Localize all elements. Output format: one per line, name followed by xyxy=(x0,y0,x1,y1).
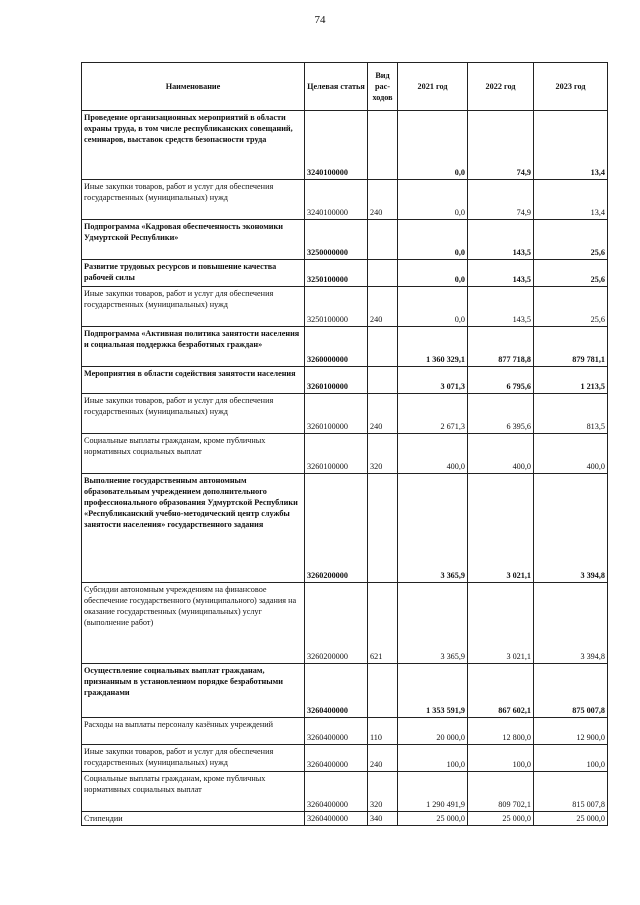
header-2022: 2022 год xyxy=(468,63,534,111)
row-value-2021: 0,0 xyxy=(398,220,468,260)
row-value-2023: 875 007,8 xyxy=(534,664,608,718)
row-name: Иные закупки товаров, работ и услуг для обеспечения государственных (муниципальных) нужд xyxy=(82,180,305,220)
table-row xyxy=(82,718,608,745)
row-value-2021: 100,0 xyxy=(398,745,468,772)
row-value-2022: 867 602,1 xyxy=(468,664,534,718)
row-code: 3250000000 xyxy=(305,220,368,260)
row-expense-type: 320 xyxy=(368,434,398,474)
row-value-2023: 25,6 xyxy=(534,220,608,260)
table-body xyxy=(82,111,608,826)
row-value-2022: 143,5 xyxy=(468,260,534,287)
row-value-2022: 6 395,6 xyxy=(468,394,534,434)
row-value-2021: 0,0 xyxy=(398,111,468,180)
row-value-2023: 400,0 xyxy=(534,434,608,474)
row-expense-type: 240 xyxy=(368,287,398,327)
row-expense-type xyxy=(368,474,398,583)
row-value-2023: 25,6 xyxy=(534,287,608,327)
row-code: 3250100000 xyxy=(305,260,368,287)
row-code: 3260400000 xyxy=(305,718,368,745)
table-row xyxy=(82,434,608,474)
row-value-2022: 6 795,6 xyxy=(468,367,534,394)
table-row xyxy=(82,327,608,367)
table-row xyxy=(82,367,608,394)
row-value-2023: 879 781,1 xyxy=(534,327,608,367)
row-code: 3260100000 xyxy=(305,434,368,474)
row-value-2023: 1 213,5 xyxy=(534,367,608,394)
row-value-2023: 813,5 xyxy=(534,394,608,434)
row-value-2021: 25 000,0 xyxy=(398,812,468,826)
row-expense-type: 240 xyxy=(368,180,398,220)
row-name: Субсидии автономным учреждениям на финансовое обеспечение государственного (муниципального) задания на оказание государственных (муниципальных) услуг (выполнение работ) xyxy=(82,583,305,664)
row-code: 3260100000 xyxy=(305,394,368,434)
row-value-2021: 1 360 329,1 xyxy=(398,327,468,367)
row-value-2021: 3 071,3 xyxy=(398,367,468,394)
row-name: Иные закупки товаров, работ и услуг для обеспечения государственных (муниципальных) нужд xyxy=(82,287,305,327)
budget-table xyxy=(81,62,608,826)
row-value-2023: 12 900,0 xyxy=(534,718,608,745)
row-code: 3260200000 xyxy=(305,583,368,664)
row-value-2023: 25 000,0 xyxy=(534,812,608,826)
row-value-2023: 25,6 xyxy=(534,260,608,287)
row-expense-type xyxy=(368,664,398,718)
row-value-2022: 3 021,1 xyxy=(468,474,534,583)
header-name: Наименование xyxy=(82,63,305,111)
row-value-2021: 3 365,9 xyxy=(398,583,468,664)
table-row xyxy=(82,260,608,287)
row-name: Социальные выплаты гражданам, кроме публичных нормативных социальных выплат xyxy=(82,772,305,812)
row-code: 3260400000 xyxy=(305,664,368,718)
row-code: 3260400000 xyxy=(305,772,368,812)
row-value-2022: 877 718,8 xyxy=(468,327,534,367)
row-value-2021: 1 353 591,9 xyxy=(398,664,468,718)
row-value-2022: 25 000,0 xyxy=(468,812,534,826)
row-value-2021: 0,0 xyxy=(398,287,468,327)
table-row xyxy=(82,394,608,434)
row-expense-type: 110 xyxy=(368,718,398,745)
table-row xyxy=(82,583,608,664)
header-type: Вид рас-ходов xyxy=(368,63,398,111)
page-number: 74 xyxy=(314,14,326,26)
row-name: Мероприятия в области содействия занятости населения xyxy=(82,367,305,394)
header-code: Целевая статья xyxy=(305,63,368,111)
row-expense-type xyxy=(368,327,398,367)
row-value-2022: 74,9 xyxy=(468,180,534,220)
table-row xyxy=(82,664,608,718)
row-name: Иные закупки товаров, работ и услуг для обеспечения государственных (муниципальных) нужд xyxy=(82,745,305,772)
row-name: Подпрограмма «Активная политика занятости населения и социальная поддержка безработных граждан» xyxy=(82,327,305,367)
row-expense-type: 320 xyxy=(368,772,398,812)
header-2023: 2023 год xyxy=(534,63,608,111)
table-row xyxy=(82,745,608,772)
row-value-2021: 20 000,0 xyxy=(398,718,468,745)
table-row xyxy=(82,220,608,260)
row-code: 3260200000 xyxy=(305,474,368,583)
row-value-2022: 3 021,1 xyxy=(468,583,534,664)
row-code: 3260400000 xyxy=(305,812,368,826)
row-name: Проведение организационных мероприятий в области охраны труда, в том числе республиканских совещаний, семинаров, выставок средств безопасности труда xyxy=(82,111,305,180)
row-expense-type: 621 xyxy=(368,583,398,664)
row-code: 3260000000 xyxy=(305,327,368,367)
row-value-2022: 809 702,1 xyxy=(468,772,534,812)
table-row xyxy=(82,812,608,826)
row-value-2023: 100,0 xyxy=(534,745,608,772)
row-value-2023: 13,4 xyxy=(534,111,608,180)
row-name: Подпрограмма «Кадровая обеспеченность экономики Удмуртской Республики» xyxy=(82,220,305,260)
row-code: 3260400000 xyxy=(305,745,368,772)
row-expense-type: 340 xyxy=(368,812,398,826)
row-value-2023: 13,4 xyxy=(534,180,608,220)
row-value-2021: 0,0 xyxy=(398,180,468,220)
table-row xyxy=(82,180,608,220)
header-2021: 2021 год xyxy=(398,63,468,111)
row-value-2022: 143,5 xyxy=(468,287,534,327)
row-value-2022: 400,0 xyxy=(468,434,534,474)
row-name: Стипендии xyxy=(82,812,305,826)
table-row xyxy=(82,287,608,327)
row-expense-type xyxy=(368,111,398,180)
row-name: Социальные выплаты гражданам, кроме публичных нормативных социальных выплат xyxy=(82,434,305,474)
table-row xyxy=(82,111,608,180)
row-code: 3240100000 xyxy=(305,111,368,180)
row-code: 3250100000 xyxy=(305,287,368,327)
row-code: 3260100000 xyxy=(305,367,368,394)
row-value-2022: 143,5 xyxy=(468,220,534,260)
table-row xyxy=(82,772,608,812)
row-value-2021: 3 365,9 xyxy=(398,474,468,583)
row-code: 3240100000 xyxy=(305,180,368,220)
row-expense-type xyxy=(368,260,398,287)
row-value-2023: 3 394,8 xyxy=(534,474,608,583)
row-value-2021: 2 671,3 xyxy=(398,394,468,434)
row-expense-type: 240 xyxy=(368,745,398,772)
row-expense-type xyxy=(368,220,398,260)
row-name: Иные закупки товаров, работ и услуг для обеспечения государственных (муниципальных) нужд xyxy=(82,394,305,434)
row-name: Расходы на выплаты персоналу казённых учреждений xyxy=(82,718,305,745)
row-value-2021: 1 290 491,9 xyxy=(398,772,468,812)
table-row xyxy=(82,474,608,583)
row-name: Выполнение государственным автономным образовательным учреждением дополнительного профессионального образования Удмуртской Республики «Республиканский учебно-методический центр службы занятости населения» государственного задания xyxy=(82,474,305,583)
row-value-2022: 100,0 xyxy=(468,745,534,772)
row-value-2023: 815 007,8 xyxy=(534,772,608,812)
row-value-2022: 74,9 xyxy=(468,111,534,180)
row-name: Развитие трудовых ресурсов и повышение качества рабочей силы xyxy=(82,260,305,287)
row-name: Осуществление социальных выплат гражданам, признанным в установленном порядке безработными гражданами xyxy=(82,664,305,718)
table-header-row xyxy=(82,63,608,111)
row-value-2021: 0,0 xyxy=(398,260,468,287)
row-value-2022: 12 800,0 xyxy=(468,718,534,745)
row-expense-type: 240 xyxy=(368,394,398,434)
row-expense-type xyxy=(368,367,398,394)
row-value-2021: 400,0 xyxy=(398,434,468,474)
row-value-2023: 3 394,8 xyxy=(534,583,608,664)
